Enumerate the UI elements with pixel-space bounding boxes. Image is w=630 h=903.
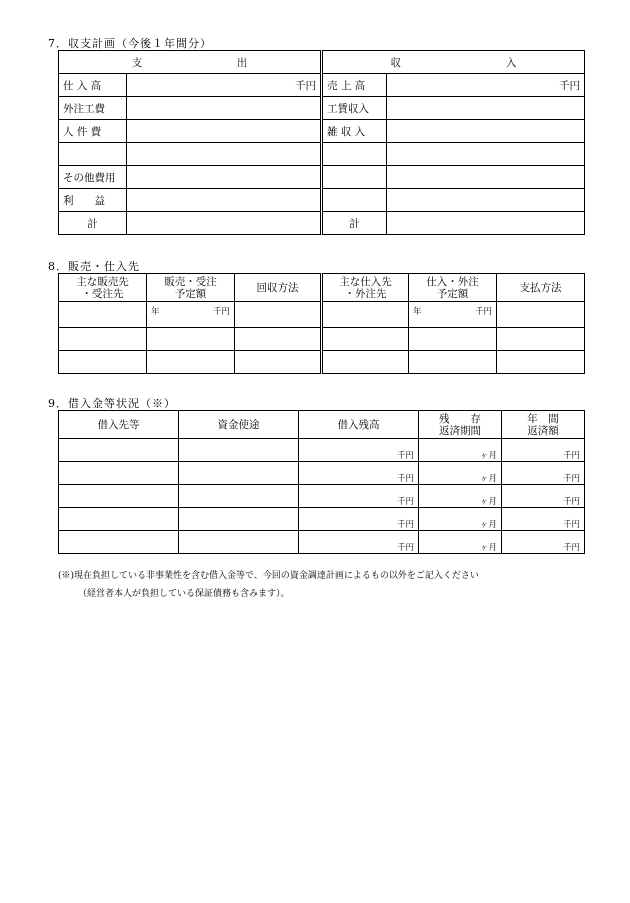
table-header-row [59,274,585,302]
sales-amount-field[interactable] [147,351,235,374]
fund-use-field[interactable] [179,439,299,462]
remaining-period-field[interactable]: ヶ月 [419,531,502,554]
payment-method-header: 支払方法 [497,274,585,302]
expense-label: 外注工費 [59,97,127,120]
remaining-period-field[interactable]: ヶ月 [419,508,502,531]
collection-method-field[interactable] [235,302,322,328]
annual-repayment-field[interactable]: 千円 [502,508,585,531]
purchase-amount-field[interactable] [409,351,497,374]
expense-label: 利 益 [59,189,127,212]
collection-method-header: 回収方法 [235,274,322,302]
expense-total-label: 計 [59,212,127,235]
table-header-row [59,51,585,74]
table-row [59,328,585,351]
fund-use-field[interactable] [179,462,299,485]
sales-purchase-table [58,273,585,374]
payment-method-field[interactable] [497,328,585,351]
annual-repayment-field[interactable]: 千円 [502,439,585,462]
lender-field[interactable] [59,485,179,508]
table-row [59,97,585,120]
sales-main-header: 主な販売先 ・受注先 [59,274,147,302]
lender-field[interactable] [59,531,179,554]
fund-use-field[interactable] [179,485,299,508]
table-row [59,166,585,189]
lender-field[interactable] [59,439,179,462]
section7-title: 7．収支計画（今後１年間分） [48,37,212,50]
remaining-period-field[interactable]: ヶ月 [419,485,502,508]
annual-repayment-header: 年 間 返済額 [502,411,585,439]
annual-repayment-field[interactable]: 千円 [502,485,585,508]
expense-value-field[interactable] [127,120,322,143]
expense-value-field[interactable] [127,143,322,166]
income-value-field[interactable] [387,120,585,143]
section8-title: 8．販売・仕入先 [48,260,140,273]
sales-main-field[interactable] [59,351,147,374]
sales-amount-field[interactable]: 年 千円 [147,302,235,328]
borrowing-note: (※)現在負担している非事業性を含む借入金等で、今回の資金調達計画によるもの以外をご記入ください [58,571,479,581]
table-row [59,351,585,374]
table-row [59,439,585,462]
purchase-main-field[interactable] [322,328,409,351]
sales-amount-field[interactable] [147,328,235,351]
income-value-field[interactable] [387,189,585,212]
borrowing-table [58,410,585,554]
table-row [59,485,585,508]
income-label[interactable] [322,189,387,212]
remaining-period-header: 残 存 返済期間 [419,411,502,439]
income-value-field[interactable] [387,166,585,189]
purchase-main-field[interactable] [322,351,409,374]
table-row [59,508,585,531]
balance-field[interactable]: 千円 [299,485,419,508]
table-row [59,74,585,97]
table-row [59,189,585,212]
expense-value-field[interactable] [127,189,322,212]
table-row [59,143,585,166]
balance-field[interactable]: 千円 [299,531,419,554]
balance-field[interactable]: 千円 [299,508,419,531]
fund-use-header: 資金使途 [179,411,299,439]
remaining-period-field[interactable]: ヶ月 [419,439,502,462]
expense-label: その他費用 [59,166,127,189]
collection-method-field[interactable] [235,351,322,374]
lender-field[interactable] [59,462,179,485]
income-label: 売 上 高 [322,74,387,97]
purchase-amount-header: 仕入・外注 予定額 [409,274,497,302]
purchase-main-header: 主な仕入先 ・外注先 [322,274,409,302]
table-row [59,531,585,554]
expense-label: 人 件 費 [59,120,127,143]
income-value-field[interactable] [387,143,585,166]
expense-value-field[interactable] [127,97,322,120]
table-row [59,462,585,485]
balance-header: 借入残高 [299,411,419,439]
income-total-label: 計 [322,212,387,235]
income-label: 工賃収入 [322,97,387,120]
annual-repayment-field[interactable]: 千円 [502,462,585,485]
income-label[interactable] [322,166,387,189]
expense-value-field[interactable]: 千円 [127,74,322,97]
income-expense-table [58,50,585,235]
purchase-main-field[interactable] [322,302,409,328]
table-header-row [59,411,585,439]
annual-repayment-field[interactable]: 千円 [502,531,585,554]
income-value-field[interactable]: 千円 [387,74,585,97]
purchase-amount-field[interactable]: 年 千円 [409,302,497,328]
expense-label: 仕 入 高 [59,74,127,97]
income-value-field[interactable] [387,97,585,120]
sales-main-field[interactable] [59,302,147,328]
income-label[interactable] [322,143,387,166]
balance-field[interactable]: 千円 [299,439,419,462]
payment-method-field[interactable] [497,302,585,328]
sales-main-field[interactable] [59,328,147,351]
purchase-amount-field[interactable] [409,328,497,351]
section9-title: 9．借入金等状況（※） [48,397,176,410]
remaining-period-field[interactable]: ヶ月 [419,462,502,485]
expense-label[interactable] [59,143,127,166]
sales-amount-header: 販売・受注 予定額 [147,274,235,302]
fund-use-field[interactable] [179,531,299,554]
expense-total-field[interactable] [127,212,322,235]
collection-method-field[interactable] [235,328,322,351]
expense-value-field[interactable] [127,166,322,189]
lender-header: 借入先等 [59,411,179,439]
borrowing-note-sub: （経営者本人が負担している保証債務も含みます）。 [78,589,290,599]
table-row [59,120,585,143]
income-header: 収 入 [322,51,585,74]
balance-field[interactable]: 千円 [299,462,419,485]
table-row [59,302,585,328]
fund-use-field[interactable] [179,508,299,531]
payment-method-field[interactable] [497,351,585,374]
income-label: 雑 収 入 [322,120,387,143]
expense-header: 支 出 [59,51,322,74]
total-row [59,212,585,235]
income-total-field[interactable] [387,212,585,235]
lender-field[interactable] [59,508,179,531]
